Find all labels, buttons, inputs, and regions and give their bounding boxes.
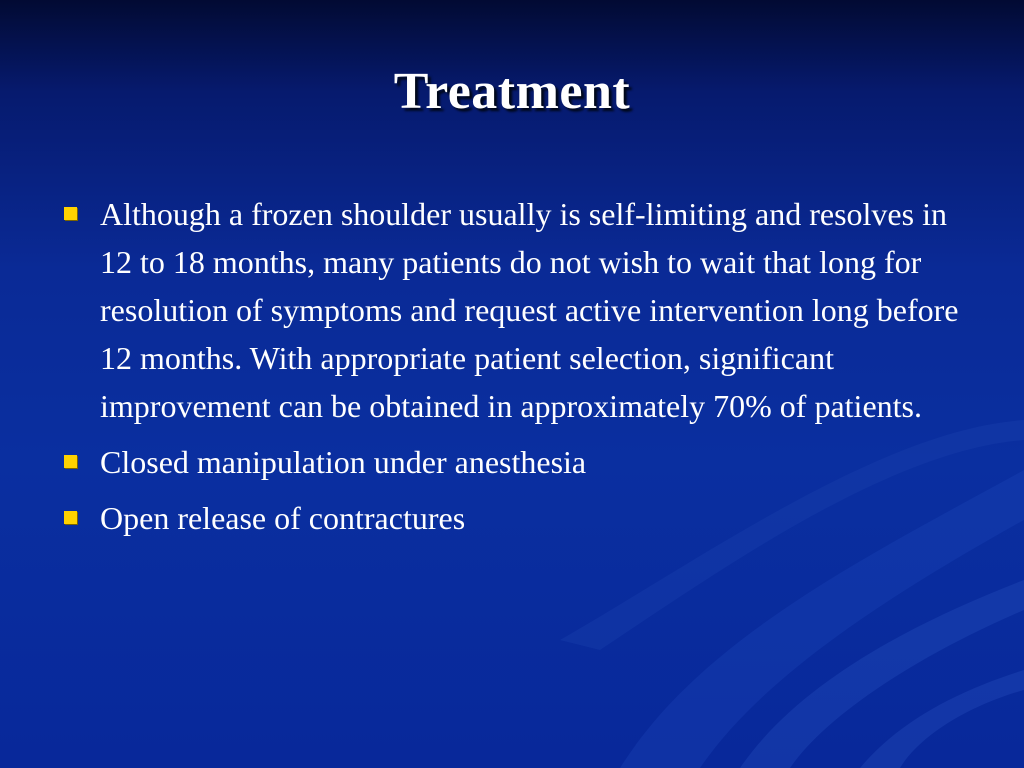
bullet-item-2 xyxy=(60,438,970,486)
bullet-item-1 xyxy=(60,190,970,430)
square-bullet-icon xyxy=(64,455,77,468)
bullet-text: Closed manipulation under anesthesia xyxy=(100,444,587,480)
bullet-text: Although a frozen shoulder usually is self-limiting and resolves in 12 to 18 months, many patients do not wish to wait that long for resolution of symptoms and request active intervention long before 12 months. With appropriate patient selection, significant improvement can be obtained in approximately 70% of patients. xyxy=(100,196,959,424)
square-bullet-icon xyxy=(64,207,77,220)
bullet-list xyxy=(60,190,970,550)
square-bullet-icon xyxy=(64,511,77,524)
bullet-item-3 xyxy=(60,494,970,542)
bullet-text: Open release of contractures xyxy=(100,500,466,536)
slide-title: Treatment xyxy=(393,63,631,120)
